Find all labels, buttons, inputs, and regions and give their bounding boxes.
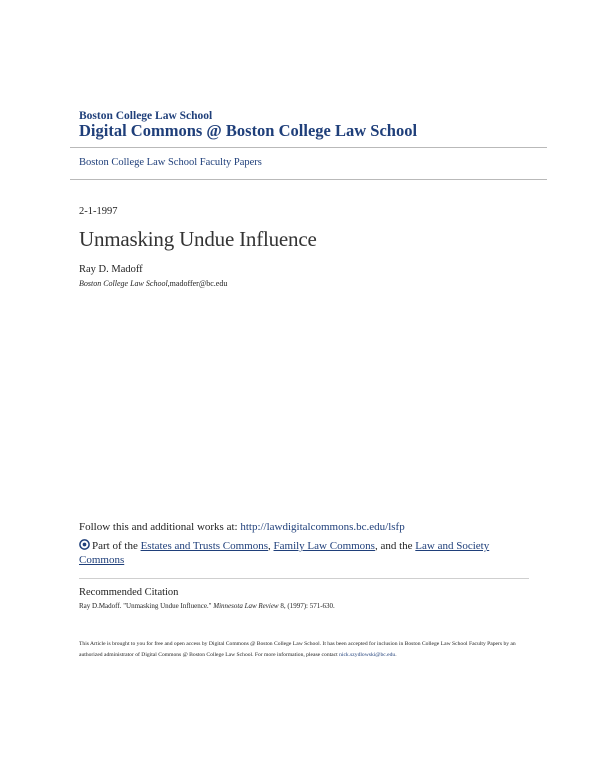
affiliation-name: Boston College Law School <box>79 279 168 288</box>
article-title: Unmasking Undue Influence <box>79 227 317 251</box>
author-affiliation <box>79 279 227 288</box>
author-email: ,madoffer@bc.edu <box>167 279 228 288</box>
divider-citation <box>79 578 529 579</box>
commons-network-icon <box>79 539 90 550</box>
part-of-sep2: , and the <box>374 540 416 552</box>
divider-bottom <box>70 179 547 180</box>
article-date: 2-1-1997 <box>79 206 118 217</box>
contact-email[interactable]: nick.szydlowski@bc.edu <box>339 651 396 658</box>
access-notice <box>79 639 524 660</box>
follow-url-link[interactable]: http://lawdigitalcommons.bc.edu/lsfp <box>240 521 405 533</box>
notice-end: . <box>395 651 397 658</box>
estates-trusts-link[interactable]: Estates and Trusts Commons <box>140 540 269 552</box>
repository-title[interactable]: Digital Commons @ Boston College Law School <box>79 121 418 140</box>
family-law-link[interactable]: Family Law Commons <box>273 540 375 552</box>
part-of-line <box>79 539 519 567</box>
divider-top <box>70 147 547 148</box>
notice-text: This Article is brought to you for free and open access by Digital Commons @ Boston College Law School. It has been accepted for inclusion in Boston College Law School Faculty Papers by an authorized administrator of Digital Commons @ Boston College Law School. For more information, please contact <box>79 641 516 658</box>
article-author: Ray D. Madoff <box>79 264 143 275</box>
institution-name: Boston College Law School <box>79 110 213 122</box>
part-of-prefix: Part of the <box>92 540 141 552</box>
part-of-sep1: , <box>268 540 274 552</box>
follow-label: Follow this and additional works at: <box>79 521 241 533</box>
citation-journal: Minnesota Law Review <box>213 602 279 610</box>
law-society-link[interactable]: Law and Society Commons <box>79 540 490 566</box>
follow-line <box>79 521 405 533</box>
citation-text <box>79 602 335 610</box>
citation-heading: Recommended Citation <box>79 587 179 598</box>
collection-link[interactable]: Boston College Law School Faculty Papers <box>79 157 262 168</box>
citation-rest: 8, (1997): 571-630. <box>278 602 335 610</box>
citation-author: Ray D.Madoff. "Unmasking Undue Influence." <box>79 602 214 610</box>
